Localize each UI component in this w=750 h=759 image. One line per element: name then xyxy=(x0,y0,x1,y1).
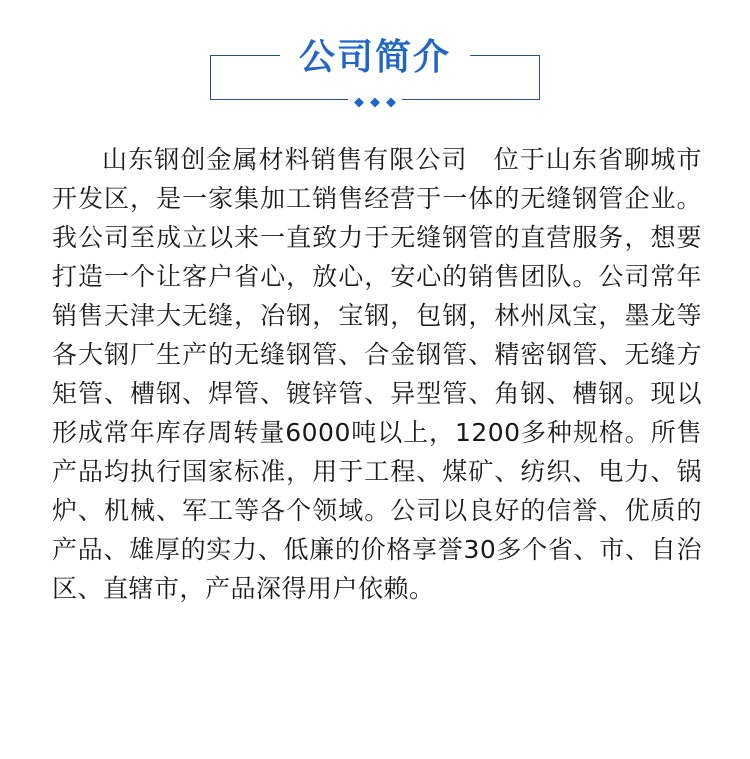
frame-bottom-left-line xyxy=(210,99,348,100)
diamond-icon xyxy=(370,98,380,108)
intro-paragraph: 山东钢创金属材料销售有限公司 位于山东省聊城市开发区，是一家集加工销售经营于一体的无缝钢管企业。我公司至成立以来一直致力于无缝钢管的直营服务，想要打造一个让客户省心，放心，安心的销售团队。公司常年销售天津大无缝，冶钢，宝钢，包钢，林州凤宝，墨龙等各大钢厂生产的无缝钢管、合金钢管、精密钢管、无缝方矩管、槽钢、焊管、镀锌管、异型管、角钢、槽钢。现以形成常年库存周转量6000吨以上，1200多种规格。所售产品均执行国家标准，用于工程、煤矿、纺织、电力、锅炉、机械、军工等各个领域。公司以良好的信誉、优质的产品、雄厚的实力、低廉的价格享誉30多个省、市、自治区、直辖市，产品深得用户依赖。 xyxy=(52,145,702,603)
frame-bottom-right-line xyxy=(402,99,540,100)
diamond-icon xyxy=(354,98,364,108)
diamond-icon xyxy=(386,98,396,108)
page-title: 公司简介 xyxy=(298,37,451,78)
frame-ornament xyxy=(356,99,395,106)
